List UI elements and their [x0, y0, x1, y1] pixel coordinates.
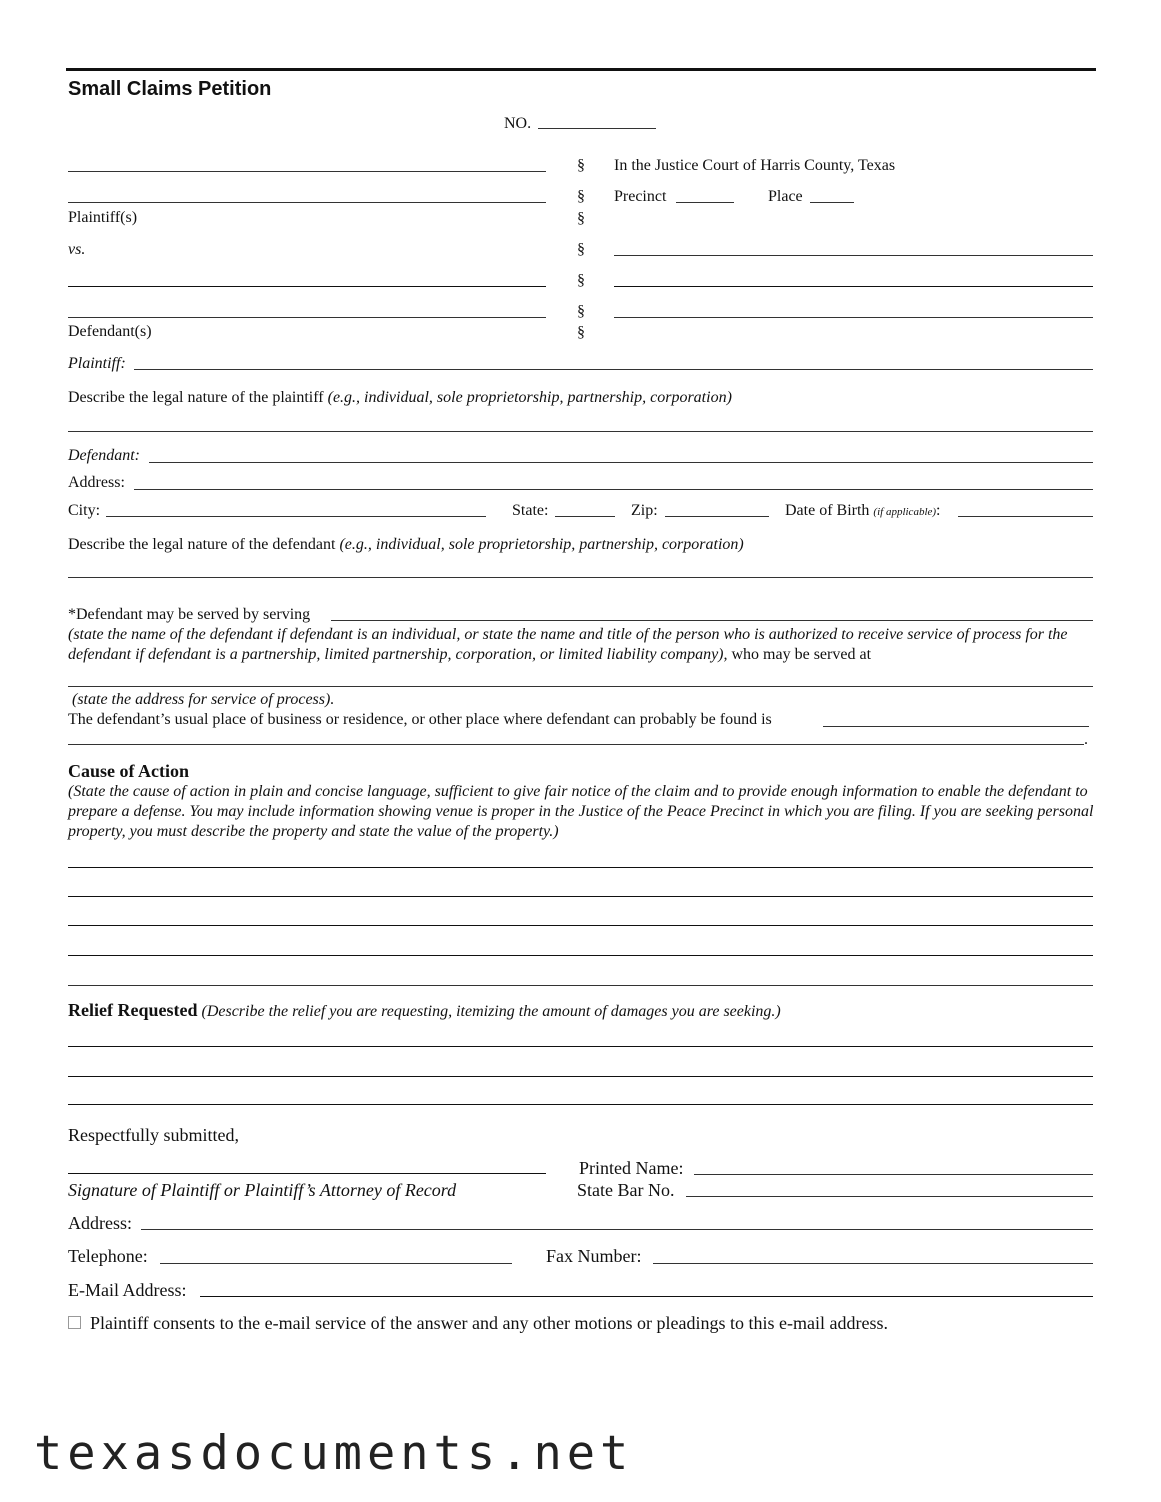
defendant-name-line-2[interactable] — [68, 317, 546, 318]
plaintiff-nature-prompt — [68, 388, 732, 408]
defendant-dob-field[interactable] — [958, 516, 1093, 517]
plaintiff-label: Plaintiff: — [68, 355, 126, 372]
section-mark: § — [577, 241, 585, 258]
defendant-city-field[interactable] — [106, 516, 486, 517]
served-by-label: *Defendant may be served by serving — [68, 606, 311, 623]
telephone-field[interactable] — [160, 1263, 512, 1264]
plaintiff-nature-prompt-text: Describe the legal nature of the plaintiff — [68, 389, 324, 406]
plaintiff-nature-field[interactable] — [68, 431, 1093, 432]
defendants-label: Defendant(s) — [68, 323, 152, 340]
defendant-state-label: State: — [512, 502, 549, 519]
service-address-note: (state the address for service of process). — [72, 691, 335, 708]
state-bar-label: State Bar No. — [577, 1180, 675, 1200]
case-number-field[interactable] — [538, 128, 656, 129]
served-by-field[interactable] — [331, 620, 1093, 621]
plaintiff-name-line-2[interactable] — [68, 202, 546, 203]
usual-place-period: . — [1084, 731, 1088, 748]
defendant-zip-label: Zip: — [631, 502, 658, 519]
defendant-nature-prompt-text: Describe the legal nature of the defendant — [68, 536, 336, 553]
cause-of-action-instructions: (State the cause of action in plain and concise language, sufficient to give fair notice of the claim and to provide enough information to enable the defendant to prepare a defense. You may include information showing venue is proper in the Justice of the Peace Precinct in which you are filing. If you are seeking personal property, you must describe the property and state the value of the property.) — [68, 783, 1094, 840]
cause-line-5[interactable] — [68, 985, 1093, 986]
usual-place-label: The defendant’s usual place of business or residence, or other place where defendant can probably be found is — [68, 711, 772, 728]
section-mark: § — [577, 210, 585, 227]
state-bar-field[interactable] — [686, 1196, 1093, 1197]
attorney-address-label: Address: — [68, 1213, 132, 1233]
relief-heading: Relief Requested — [68, 1000, 198, 1020]
cause-line-3[interactable] — [68, 925, 1093, 926]
service-instructions-tail: who may be served at — [731, 646, 872, 663]
defendant-nature-examples: (e.g., individual, sole proprietorship, partnership, corporation) — [339, 536, 744, 553]
fax-field[interactable] — [653, 1263, 1093, 1264]
service-address-field[interactable] — [68, 686, 1093, 687]
relief-instructions: (Describe the relief you are requesting, itemizing the amount of damages you are seeking.) — [201, 1003, 781, 1020]
defendant-field[interactable] — [149, 462, 1093, 463]
section-mark: § — [577, 303, 585, 320]
respectfully-submitted: Respectfully submitted, — [68, 1125, 239, 1145]
precinct-field[interactable] — [676, 202, 734, 203]
telephone-label: Telephone: — [68, 1246, 148, 1266]
attorney-address-field[interactable] — [141, 1229, 1093, 1230]
court-info-line-1[interactable] — [614, 255, 1093, 256]
place-label: Place — [768, 188, 803, 205]
usual-place-field-1[interactable] — [823, 726, 1089, 727]
service-instructions-italic: (state the name of the defendant if defendant is an individual, or state the name and title of the person who is authorized to receive service of process for the defendant if defendant is a partnership, limited partnership, corporation, or limited liability company), — [68, 626, 1068, 663]
printed-name-field[interactable] — [694, 1174, 1093, 1175]
email-consent-checkbox[interactable] — [68, 1316, 81, 1329]
dob-colon: : — [936, 502, 941, 519]
signature-caption: Signature of Plaintiff or Plaintiff’s Attorney of Record — [68, 1180, 457, 1200]
relief-line-3[interactable] — [68, 1104, 1093, 1105]
defendant-label: Defendant: — [68, 447, 140, 464]
plaintiff-field[interactable] — [134, 369, 1093, 370]
section-mark: § — [577, 324, 585, 341]
email-field[interactable] — [200, 1296, 1093, 1297]
court-info-line-3[interactable] — [614, 317, 1093, 318]
cause-of-action-heading: Cause of Action — [68, 761, 189, 781]
defendant-nature-prompt — [68, 535, 744, 555]
usual-place-field-2[interactable] — [68, 744, 1084, 745]
service-instructions — [68, 625, 1098, 665]
watermark: texasdocuments.net — [34, 1426, 634, 1481]
dob-note: (if applicable) — [873, 506, 937, 518]
email-consent-text: Plaintiff consents to the e-mail service of the answer and any other motions or pleadings to this e-mail address. — [90, 1313, 888, 1333]
header-rule — [66, 68, 1096, 71]
court-name: In the Justice Court of Harris County, Texas — [614, 157, 896, 174]
printed-name-label: Printed Name: — [579, 1158, 684, 1178]
precinct-label: Precinct — [614, 188, 667, 205]
defendant-nature-field[interactable] — [68, 577, 1093, 578]
fax-label: Fax Number: — [546, 1246, 642, 1266]
relief-line-1[interactable] — [68, 1046, 1093, 1047]
signature-line[interactable] — [68, 1173, 546, 1174]
vs-label: vs. — [68, 241, 86, 258]
defendant-zip-field[interactable] — [665, 516, 769, 517]
form-title: Small Claims Petition — [68, 78, 272, 100]
relief-line-2[interactable] — [68, 1076, 1093, 1077]
section-mark: § — [577, 272, 585, 289]
plaintiff-nature-examples: (e.g., individual, sole proprietorship, partnership, corporation) — [327, 389, 732, 406]
defendant-address-label: Address: — [68, 474, 125, 491]
plaintiffs-label: Plaintiff(s) — [68, 209, 138, 226]
cause-line-4[interactable] — [68, 955, 1093, 956]
dob-label-text: Date of Birth — [785, 502, 870, 519]
defendant-city-label: City: — [68, 502, 101, 519]
section-mark: § — [577, 188, 585, 205]
defendant-name-line-1[interactable] — [68, 286, 546, 287]
defendant-address-field[interactable] — [134, 489, 1093, 490]
cause-line-1[interactable] — [68, 867, 1093, 868]
case-number-label: NO. — [504, 115, 532, 132]
plaintiff-name-line-1[interactable] — [68, 171, 546, 172]
defendant-dob-label — [785, 501, 941, 522]
section-mark: § — [577, 157, 585, 174]
place-field[interactable] — [810, 202, 854, 203]
court-info-line-2[interactable] — [614, 286, 1093, 287]
relief-heading-row — [68, 1000, 781, 1022]
email-label: E-Mail Address: — [68, 1280, 187, 1300]
cause-line-2[interactable] — [68, 896, 1093, 897]
defendant-state-field[interactable] — [555, 516, 615, 517]
